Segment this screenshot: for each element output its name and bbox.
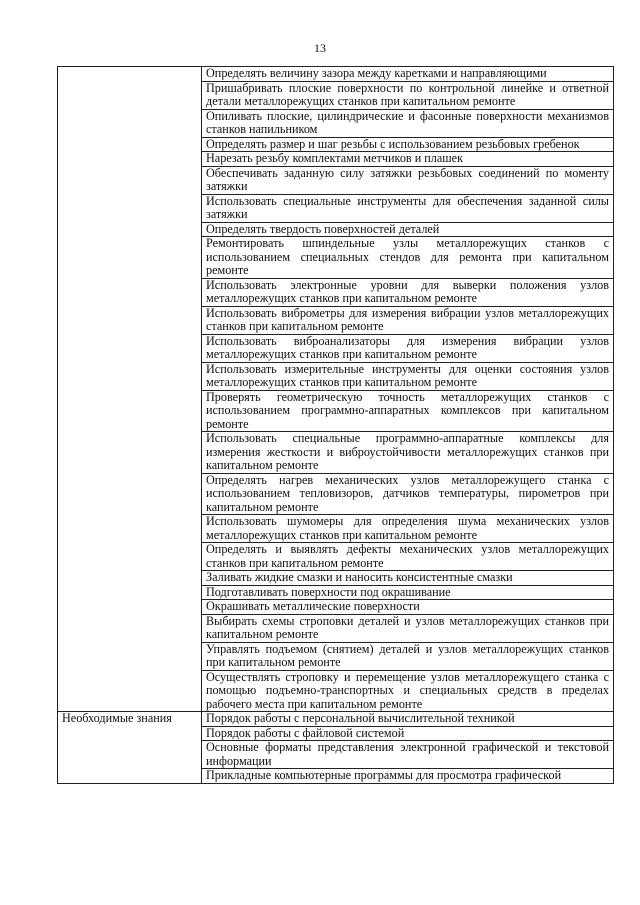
table-body (58, 67, 614, 784)
section-label (58, 67, 202, 712)
table-cell-item: Определять величину зазора между каретками и направляющими (202, 67, 614, 82)
table-cell-item: Основные форматы представления электронной графической и текстовой информации (202, 741, 614, 769)
table-cell-item: Обеспечивать заданную силу затяжки резьбовых соединений по моменту затяжки (202, 166, 614, 194)
table-row (58, 712, 614, 727)
table-cell-item: Пришабривать плоские поверхности по контрольной линейке и ответной детали металлорежущих станков при капитальном ремонте (202, 81, 614, 109)
table-row (58, 67, 614, 82)
table-cell-item: Осуществлять строповку и перемещение узлов металлорежущего станка с помощью подъемно-транспортных и специальных средств в пределах рабочего места при капитальном ремонте (202, 670, 614, 712)
skills-knowledge-table (57, 66, 614, 784)
table-cell-item: Определять нагрев механических узлов металлорежущего станка с использованием тепловизоров, датчиков температуры, пирометров при капитальном ремонте (202, 473, 614, 515)
table-cell-item: Порядок работы с файловой системой (202, 726, 614, 741)
table-cell-item: Порядок работы с персональной вычислительной техникой (202, 712, 614, 727)
table-cell-item: Определять твердость поверхностей деталей (202, 222, 614, 237)
section-label: Необходимые знания (58, 712, 202, 784)
table-cell-item: Использовать специальные инструменты для обеспечения заданной силы затяжки (202, 194, 614, 222)
page-number: 13 (314, 41, 326, 55)
table-cell-item: Использовать виброметры для измерения вибрации узлов металлорежущих станков при капитальном ремонте (202, 306, 614, 334)
table-cell-item: Использовать специальные программно-аппаратные комплексы для измерения жесткости и виброустойчивости металлорежущих станков при капитальном ремонте (202, 432, 614, 474)
table-cell-item: Окрашивать металлические поверхности (202, 600, 614, 615)
table-cell-item: Подготавливать поверхности под окрашивание (202, 585, 614, 600)
table-cell-item: Управлять подъемом (снятием) деталей и узлов металлорежущих станков при капитальном ремонте (202, 642, 614, 670)
table-cell-item: Нарезать резьбу комплектами метчиков и плашек (202, 152, 614, 167)
table-cell-item: Проверять геометрическую точность металлорежущих станков с использованием программно-аппаратных комплексов при капитальном ремонте (202, 390, 614, 432)
table-cell-item: Использовать виброанализаторы для измерения вибрации узлов металлорежущих станков при капитальном ремонте (202, 334, 614, 362)
table-cell-item: Определять и выявлять дефекты механических узлов металлорежущих станков при капитальном ремонте (202, 543, 614, 571)
table-cell-item: Ремонтировать шпиндельные узлы металлорежущих станков с использованием специальных стендов для ремонта при капитальном ремонте (202, 237, 614, 279)
table-cell-item: Использовать электронные уровни для выверки положения узлов металлорежущих станков при капитальном ремонте (202, 278, 614, 306)
table-cell-item: Выбирать схемы строповки деталей и узлов металлорежущих станков при капитальном ремонте (202, 614, 614, 642)
table-cell-item: Заливать жидкие смазки и наносить консистентные смазки (202, 571, 614, 586)
table-cell-item: Использовать шумомеры для определения шума механических узлов металлорежущих станков при капитальном ремонте (202, 515, 614, 543)
table-cell-item: Определять размер и шаг резьбы с использованием резьбовых гребенок (202, 137, 614, 152)
table-cell-item: Опиливать плоские, цилиндрические и фасонные поверхности механизмов станков напильником (202, 109, 614, 137)
table-cell-item: Использовать измерительные инструменты для оценки состояния узлов металлорежущих станков при капитальном ремонте (202, 362, 614, 390)
table-cell-item: Прикладные компьютерные программы для просмотра графической (202, 769, 614, 784)
